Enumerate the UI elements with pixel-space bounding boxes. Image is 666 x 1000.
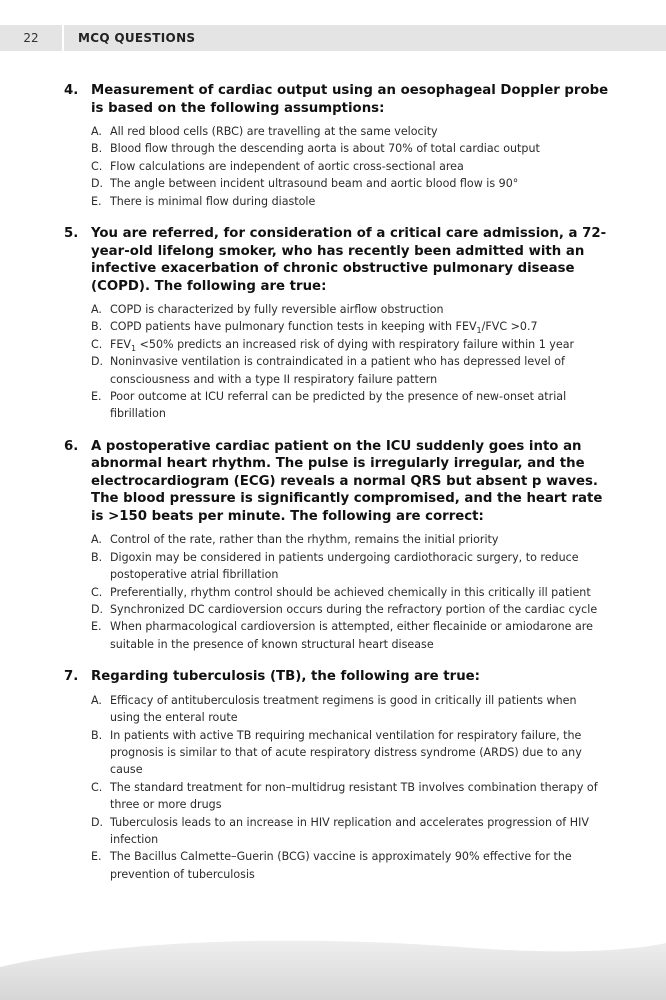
- option-list: [91, 123, 609, 210]
- option-letter: B.: [91, 728, 103, 742]
- option-text: When pharmacological cardioversion is attempted, either flecainide or amiodarone are suitable in the presence of known structural heart disease: [110, 620, 593, 651]
- option-text: Blood flow through the descending aorta is about 70% of total cardiac output: [110, 142, 540, 156]
- question-number: 7.: [64, 669, 79, 685]
- option-c: [91, 336, 609, 353]
- option-b: [91, 727, 609, 779]
- option-text: The standard treatment for non–multidrug resistant TB involves combination therapy of three or more drugs: [110, 780, 598, 812]
- option-text-main: COPD patients have pulmonary function tests in keeping with FEV: [110, 320, 477, 334]
- section-title: MCQ QUESTIONS: [78, 31, 196, 45]
- question-7: [64, 668, 609, 883]
- option-letter: E.: [91, 194, 102, 208]
- option-e: [91, 848, 609, 883]
- option-d: [91, 353, 609, 388]
- option-a: [91, 123, 609, 140]
- option-a: [91, 301, 609, 318]
- option-c: [91, 158, 609, 175]
- option-letter: B.: [91, 142, 103, 156]
- option-e: [91, 618, 609, 653]
- option-letter: A.: [91, 125, 102, 138]
- subscript: 1: [130, 344, 137, 354]
- question-number: 4.: [64, 83, 79, 98]
- option-letter: E.: [91, 620, 102, 634]
- footer-wave-decoration: [0, 925, 666, 1000]
- option-list: [91, 301, 609, 423]
- option-text: Poor outcome at ICU referral can be predicted by the presence of new-onset atrial fibrillation: [110, 390, 567, 421]
- option-a: [91, 692, 609, 727]
- option-text-main: FEV: [110, 337, 131, 351]
- question-number: 5.: [64, 226, 79, 242]
- option-b: [91, 140, 609, 157]
- option-text: Digoxin may be considered in patients undergoing cardiothoracic surgery, to reduce postoperative atrial fibrillation: [110, 550, 579, 582]
- option-d: [91, 814, 609, 849]
- option-d: [91, 175, 609, 192]
- option-text: Preferentially, rhythm control should be achieved chemically in this critically ill patient: [110, 585, 591, 599]
- option-text: [110, 336, 609, 353]
- option-e: [91, 388, 609, 423]
- option-letter: D.: [91, 603, 104, 616]
- option-letter: A.: [91, 533, 102, 547]
- question-stem: [64, 225, 609, 295]
- subscript: 1: [476, 326, 482, 336]
- option-list: [91, 531, 609, 653]
- option-c: [91, 779, 609, 814]
- option-letter: A.: [91, 693, 102, 707]
- option-text: Control of the rate, rather than the rhythm, remains the initial priority: [110, 533, 499, 547]
- question-text: Regarding tuberculosis (TB), the following are true:: [91, 669, 480, 685]
- option-letter: B.: [91, 550, 103, 564]
- option-list: [91, 692, 609, 883]
- option-text: Efficacy of antituberculosis treatment regimens is good in critically ill patients when using the enteral route: [110, 693, 577, 725]
- option-text: Synchronized DC cardioversion occurs during the refractory portion of the cardiac cycle: [110, 603, 598, 616]
- option-e: [91, 193, 609, 210]
- option-a: [91, 531, 609, 548]
- question-text: You are referred, for consideration of a critical care admission, a 72-year-old lifelong smoker, who has recently been admitted with an infective exacerbation of chronic obstructive pulmonary disease (COPD). The following are true:: [91, 226, 607, 294]
- option-letter: C.: [91, 585, 103, 599]
- option-letter: C.: [91, 159, 103, 173]
- option-letter: D.: [91, 177, 104, 191]
- option-c: [91, 584, 609, 601]
- option-letter: E.: [91, 850, 102, 864]
- option-letter: C.: [91, 337, 103, 351]
- option-text-tail: /FVC >0.7: [481, 320, 538, 334]
- question-5: [64, 225, 609, 423]
- option-b: [91, 318, 609, 335]
- option-text-tail: <50% predicts an increased risk of dying with respiratory failure within 1 year: [136, 337, 575, 351]
- option-text: There is minimal flow during diastole: [110, 194, 316, 208]
- page-number: 22: [0, 25, 64, 51]
- option-letter: A.: [91, 303, 102, 317]
- question-list: [64, 82, 609, 898]
- option-letter: D.: [91, 355, 104, 369]
- question-6: [64, 438, 609, 653]
- option-text: Flow calculations are independent of aortic cross-sectional area: [110, 159, 464, 173]
- option-letter: D.: [91, 815, 104, 829]
- running-header: [0, 25, 666, 51]
- question-4: [64, 82, 609, 210]
- question-stem: [64, 668, 609, 686]
- option-text: All red blood cells (RBC) are travelling at the same velocity: [110, 125, 438, 138]
- question-number: 6.: [64, 438, 79, 454]
- question-text: A postoperative cardiac patient on the ICU suddenly goes into an abnormal heart rhythm. The pulse is irregularly irregular, and the electrocardiogram (ECG) reveals a normal QRS but absent p waves. The blood pressure is significantly compromised, and the heart rate is >150 beats per minute. The following are correct:: [91, 438, 603, 524]
- option-text: In patients with active TB requiring mechanical ventilation for respiratory failure, the prognosis is similar to that of acute respiratory distress syndrome (ARDS) due to any cause: [110, 728, 582, 777]
- option-letter: C.: [91, 780, 103, 794]
- option-text: Tuberculosis leads to an increase in HIV replication and accelerates progression of HIV infection: [110, 815, 589, 846]
- option-letter: B.: [91, 320, 103, 334]
- question-stem: [64, 438, 609, 526]
- option-d: [91, 601, 609, 618]
- option-text: The Bacillus Calmette–Guerin (BCG) vaccine is approximately 90% effective for the prevention of tuberculosis: [110, 850, 572, 881]
- option-text: [110, 318, 609, 335]
- option-b: [91, 549, 609, 584]
- question-stem: [64, 82, 609, 117]
- option-letter: E.: [91, 390, 102, 404]
- option-text: The angle between incident ultrasound beam and aortic blood flow is 90°: [110, 177, 519, 191]
- option-text: Noninvasive ventilation is contraindicated in a patient who has depressed level of consciousness and with a type II respiratory failure pattern: [110, 355, 565, 386]
- option-text: COPD is characterized by fully reversible airflow obstruction: [110, 303, 444, 317]
- question-text: Measurement of cardiac output using an oesophageal Doppler probe is based on the following assumptions:: [91, 83, 609, 116]
